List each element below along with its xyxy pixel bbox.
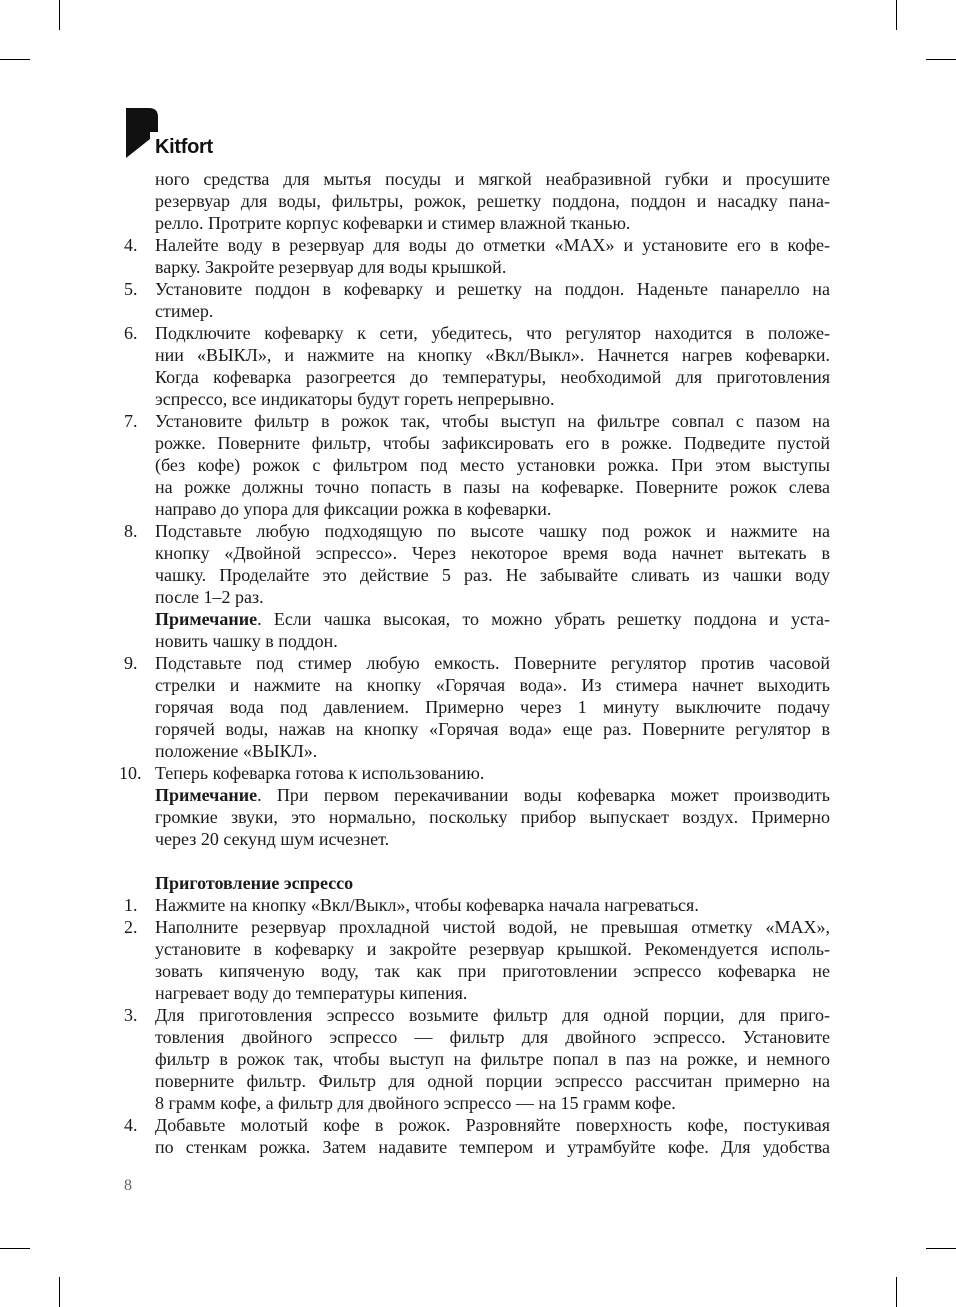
text-line: 8 грамм кофе, а фильтр для двойного эспрессо — на 15 грамм кофе. <box>155 1093 676 1113</box>
note-paragraph <box>124 608 830 652</box>
crop-mark-top-left-horizontal <box>0 59 30 60</box>
text-line: установите в кофеварку и закройте резервуар крышкой. Рекомендуется исполь- <box>155 939 830 959</box>
espresso-list-item-1 <box>124 894 830 916</box>
list-item-10 <box>119 762 830 784</box>
note-text: . Если чашка высокая, то можно убрать решетку поддона и уста- <box>257 609 830 629</box>
list-item-6 <box>124 322 830 410</box>
list-item-5 <box>124 278 830 322</box>
text-line: Когда кофеварка разогреется до температуры, необходимой для приготовления <box>155 367 830 387</box>
text-line: по стенкам рожка. Затем надавите темпером и утрамбуйте кофе. Для удобства <box>155 1137 830 1157</box>
crop-mark-top-left-vertical <box>59 0 60 30</box>
text-line: через 20 секунд шум исчезнет. <box>155 829 390 849</box>
espresso-list-item-4 <box>124 1114 830 1158</box>
text-line: фильтр в рожок так, чтобы выступ на фильтре попал в паз на рожке, и немного <box>155 1049 830 1069</box>
text-line: направо до упора для фиксации рожка в кофеварки. <box>155 499 552 519</box>
text-line: релло. Протрите корпус кофеварки и стимер влажной тканью. <box>155 213 631 233</box>
text-line: Установите поддон в кофеварку и решетку на поддон. Наденьте панарелло на <box>155 279 830 299</box>
text-line: варку. Закройте резервуар для воды крышкой. <box>155 257 507 277</box>
list-item-4 <box>124 234 830 278</box>
text-line: положение «ВЫКЛ». <box>155 741 318 761</box>
espresso-list-item-2 <box>124 916 830 1004</box>
list-item-9 <box>124 652 830 762</box>
text-line: Подставьте под стимер любую емкость. Поверните регулятор против часовой <box>155 653 830 673</box>
document-body <box>119 168 830 1158</box>
kitfort-logo <box>126 106 236 158</box>
text-line: ного средства для мытья посуды и мягкой неабразивной губки и просушите <box>155 169 830 189</box>
text-line: после 1–2 раз. <box>155 587 264 607</box>
text-line: Подключите кофеварку к сети, убедитесь, что регулятор находится в положе- <box>155 323 830 343</box>
list-number: 9. <box>124 653 138 673</box>
text-line: кнопку «Двойной эспрессо». Через некоторое время вода начнет вытекать в <box>155 543 830 563</box>
note-label: Примечание <box>155 785 258 805</box>
list-number: 7. <box>124 411 138 431</box>
list-number: 8. <box>124 521 138 541</box>
text-line: горячей воды, нажав на кнопку «Горячая вода» еще раз. Поверните регулятор в <box>155 719 830 739</box>
text-line: Нажмите на кнопку «Вкл/Выкл», чтобы кофеварка начала нагреваться. <box>155 895 699 915</box>
note-text: . При первом перекачивании воды кофеварка может производить <box>257 785 830 805</box>
text-line: рожке. Поверните фильтр, чтобы зафиксировать его в рожке. Подведите пустой <box>155 433 830 453</box>
crop-mark-bottom-right-vertical <box>896 1277 897 1307</box>
list-number: 1. <box>124 895 138 915</box>
text-line: зовать кипяченую воду, так как при приготовлении эспрессо кофеварка не <box>155 961 830 981</box>
list-number: 3. <box>124 1005 138 1025</box>
text-line: стрелки и нажмите на кнопку «Горячая вода». Из стимера начнет выходить <box>155 675 830 695</box>
page-number: 8 <box>124 1177 132 1194</box>
note-label: Примечание <box>155 609 258 629</box>
crop-mark-bottom-right-horizontal <box>926 1248 956 1249</box>
list-item-8 <box>124 520 830 608</box>
crop-mark-bottom-left-vertical <box>59 1277 60 1307</box>
text-line: новить чашку в поддон. <box>155 631 338 651</box>
list-number: 5. <box>124 279 138 299</box>
list-number: 2. <box>124 917 138 937</box>
list-number: 4. <box>124 235 138 255</box>
text-line: Теперь кофеварка готова к использованию. <box>155 763 485 783</box>
text-line: стимер. <box>155 301 214 321</box>
list-item-7 <box>124 410 830 520</box>
crop-mark-top-right-horizontal <box>926 59 956 60</box>
text-line: нии «ВЫКЛ», и нажмите на кнопку «Вкл/Выкл». Начнется нагрев кофеварки. <box>155 345 830 365</box>
text-line: нагревает воду до температуры кипения. <box>155 983 468 1003</box>
text-line: (без кофе) рожок с фильтром под место установки рожка. При этом выступы <box>155 455 830 475</box>
text-line: резервуар для воды, фильтры, рожок, решетку поддона, поддон и насадку пана- <box>155 191 830 211</box>
continuation-paragraph <box>124 168 830 234</box>
text-line: поверните фильтр. Фильтр для одной порции эспрессо рассчитан примерно на <box>155 1071 830 1091</box>
text-line: Для приготовления эспрессо возьмите фильтр для одной порции, для приго- <box>155 1005 830 1025</box>
logo-text: Kitfort <box>155 136 213 158</box>
text-line <box>155 608 830 630</box>
text-line: горячая вода под давлением. Примерно через 1 минуту выключите подачу <box>155 697 830 717</box>
list-number: 6. <box>124 323 138 343</box>
espresso-list-item-3 <box>124 1004 830 1114</box>
list-number: 4. <box>124 1115 138 1135</box>
section-heading: Приготовление эспрессо <box>155 873 354 893</box>
note-paragraph <box>124 784 830 850</box>
text-line: Добавьте молотый кофе в рожок. Разровняйте поверхность кофе, постукивая <box>155 1115 830 1135</box>
text-line: Наполните резервуар прохладной чистой водой, не превышая отметку «MAX», <box>155 917 830 937</box>
text-line: громкие звуки, это нормально, поскольку прибор выпускает воздух. Примерно <box>155 807 830 827</box>
text-line: Подставьте любую подходящую по высоте чашку под рожок и нажмите на <box>155 521 830 541</box>
text-line: Налейте воду в резервуар для воды до отметки «MAX» и установите его в кофе- <box>155 235 830 255</box>
text-line: товления двойного эспрессо — фильтр для двойного эспрессо. Установите <box>155 1027 830 1047</box>
text-line: на рожке должны точно попасть в пазы на кофеварке. Поверните рожок слева <box>155 477 830 497</box>
crop-mark-top-right-vertical <box>896 0 897 30</box>
text-line: чашку. Проделайте это действие 5 раз. Не забывайте сливать из чашки воду <box>155 565 830 585</box>
list-number: 10. <box>119 763 142 783</box>
text-line: Установите фильтр в рожок так, чтобы выступ на фильтре совпал с пазом на <box>155 411 830 431</box>
crop-mark-bottom-left-horizontal <box>0 1248 30 1249</box>
text-line <box>155 784 830 806</box>
text-line: эспрессо, все индикаторы будут гореть непрерывно. <box>155 389 555 409</box>
